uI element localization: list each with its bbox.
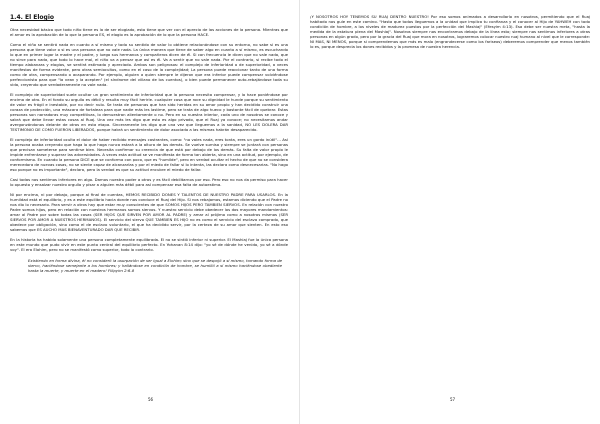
paragraph: Casi todas nos sentimos inferiores en algo. Damos nuestro poder a otros y es fácil debilitarnos por eso. Pero eso no nos da permiso para hacer lo opuesto y ensalzar nuestro orgullo y pisar a alguien más débil para así compensar esa falta de autoestima. xyxy=(10,177,288,187)
page-number: 56 xyxy=(148,397,154,402)
scripture-quote: Existiendo en forma divina, él no consideró la usurpación de ser igual a Elohim; sino que se despojó a sí mismo, tomando forma de siervo, haciéndose semejante a los hombres; y hallándose en condición de hombre, se humilló a sí mismo haciéndose obediente hasta la muerte, y muerte en el madero! Filipyim 2:6-8 xyxy=(28,258,282,273)
paragraph: Otra necesidad básica que todo niño tiene es la de ser elogiado, esto tiene que ver con el aprecio de las acciones de la persona. Mientras que el amor es la aprobación de lo que la persona ES, el elogio es la aprobación de lo que la persona HACE. xyxy=(10,27,288,37)
right-page xyxy=(300,0,600,424)
paragraph: En la historia ha habido solamente una persona completamente equilibrada. El no se sintió inferior ni superior. El Mashiaj fue la única persona en este mundo que pudo vivir en este punto central del equilibrio perfecto. En Yohanan 8:14 dijo: "yo sé de dónde he venido, yo sé a dónde voy". El era Elohim, pero no se manifestó como superior, todo lo contrario. xyxy=(10,237,288,252)
paragraph: El complejo de superioridad suele ocultar un gran sentimiento de inferioridad que la persona necesita compensar, y lo hace poniéndose por encima de otro. En el fondo su orgullo es débil y resulta muy fácil herirle. cualquier cosa que roce su dignidad le hunde porque su sentimiento de valor es frágil e inestable, por no decir nulo. Se trata de personas que han sido heridas en su amor propio y han decidido construir una coraza de protección, una máscara de fortaleza para que nadie más les lastime, pero se trata de algo hueco y bastante fácil de quebrar. Estas personas son narradoras muy competitivas, lo demuestran alientamente o no. Pero en su nuestra interior, cada uno de nosotros se conoce y sabrá que debe llevar estas cosas al Ruaj. Una vez más les digo que esto es algo privado, que el Ruaj ya conoce; no necesitamos andar avergonzándonos delante de otros en esta etapa. Sinceramente les digo que una vez que lleguemos a la sanidad, NO LES DOLERA DAR TESTIMONIO DE COMO FUERON LIBERADOS, porque habrá un sentimiento de dolor asociado a las mismas habrán desaparecido. xyxy=(10,92,288,132)
paragraph: El complejo de inferioridad oculta el dolor de haber recibido mensajes castrantes, como: "no vales nada, eres tonta, eres un gordo inútil"… Así la persona acaba creyendo que haga lo que haga nunca estará a la altura de los demás. Se vuelve sumisa y siempre se juntará con personas que precisan someterse para sentirse bien. Necesita confirmar su creencia de que está por debajo de los demás. Su falta de valor propio le impide enfrentarse y superar las adversidades. A veces esta actitud se ve manifiesta de forma tan abierta, sino en una actitud, por ejemplo, de conformismo. En cuando la persona DICE que se conforma con poco, que es "humilde", pero en verdad ocultar el hecho de que no se considera merecedora de nuevas cosas, no se siente capaz de alcanzarlas y por el miedo de fallar si lo intenta, las declara como desnecesarias. "No hago eso porque no es importante", declara, pero la verdad es que su actitud encubre el miedo de fallar. xyxy=(10,137,288,172)
paragraph: ¡Y NOSOTROS HOY TENEMOS SU RUAJ DENTRO NUESTRO! Por eso somos animados a desarrollarlo en nosotros, permitiendo que el Ruaj habitado nos guíe en este camino. "Hasta que todos lleguemos a la unidad que implica tu confianza y el conocer al Hijo de YAHWEH con todo condición de hombre, a los niveles de madurez puestos por la perfección del Mashiaj" (Efesyim 4:13). Esa debe ser nuestra meta, "hasta la medida de la estatura plena del Mashiaj". Nosotros siempre nos encontramos debajo de la línea esto; siempre nos sentimos inferiores a otras personas en algún grado, pero por la gracia del Ruaj que mora en nosotros, lograremos colocar nuestro ruaj humano al nivel que le corresponde: NI MAS, NI MENOS, porque si comprendemos que más es malo (engrandecerse como los fariseos) deberemos comprender que menos también lo es, porque desprecia los dones recibidos y la promesa de nuestra herencia. xyxy=(310,14,590,49)
page-number: 57 xyxy=(450,397,456,402)
section-heading: 1.4. El Elogio xyxy=(10,14,54,21)
paragraph: Como el niño se sentirá nada en cuanto a sí mismo y todo su sentido de valor lo obtiene relacionándose con su entorno, no sabe si es una persona que tiene valor o si es una persona que no vale nada. La única manera que tiene de saber algo en cuanto a sí mismo, es escuchando lo que en primer lugar la madre y el padre, y luego sus hermanos y compañeros dicen de él. Si con frecuencia le dicen que no vale nada, que no sirve para nada, que todo lo hace mal, el niño va a pensar que así es él. Va a sentir que no vale nada. Por el contrario, si recibe todo el tiempo alabanzas y elogios, se sentirá estimado y apreciado. Ambos son peligrosos: el complejo de inferioridad o de superioridad, a veces manifestos de forma evidente, pero otras semiocultos, como en el caso de la complejidad; La persona puede reaccionar tanto de una forma como de otra, compensando o acaparando. Por ejemplo, alguien a quien siempre le dijeron que era inferior puede compensar volviéndose perfeccionista para que "la vean y la acepten" (el síndrome del villano de los cuentos), o bien puede permanecer auto-rebajándose toda su vida, creyendo que verdaderamente no vale nada. xyxy=(10,42,288,87)
paragraph: Ni por encima, ni por debajo, porque al final de cuentas, HEMOS RECIBIDO DONES Y TALENTOS DE NUESTRO PADRE PARA USARLOS. En la humildad está el equilibrio, y es a este equilibrio hacia donde nos conduce el Ruaj del Hijo. Si nos rebajamos, estamos diciendo que el Padre no nos dio lo necesario. Para servir a otros hay que estar muy conscientes de que SOMOS HIJOS PERO TAMBIEN SIERVOS. En relación con nuestro Padre somos hijos, pero en relación con nuestros hermanos somos siervos. Y nuestro servicio debe obedecer los dos mayores mandamientos: amar al Padre por sobre todas las cosas (SER HIJOS QUE SIRVEN POR AMOR AL PADRE) y amar al prójimo como a nosotros mismos (SER SIERVOS POR AMOR A NUESTROS HERMANOS). El servicio del siervo QUE TAMBIEN ES HIJO no es como el servicio del esclavo comprado, que obedece por obligación, sino como el de esclavo voluntario, el que ha decidido servir, por la certeza de su amor que sienten. En esto eso sabemos que ES AUCHO MAS BIENAVENTURADO DAR QUE RECIBIR. xyxy=(10,192,288,232)
